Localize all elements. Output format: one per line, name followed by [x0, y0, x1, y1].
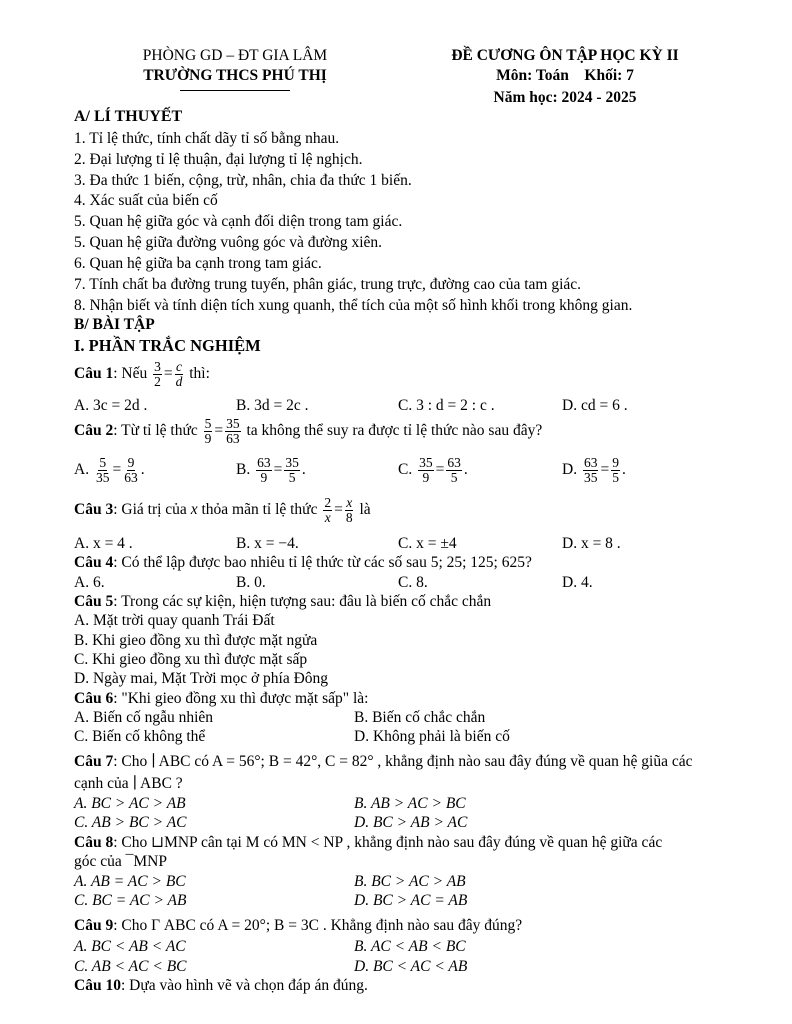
equals-sign: =: [435, 461, 445, 479]
option-a: [74, 456, 145, 485]
option-label: C.: [398, 461, 413, 479]
numerator: 9: [612, 455, 619, 470]
theory-item: 4. Xác suất của biến cố: [74, 192, 218, 209]
header-underline: [180, 90, 290, 91]
fraction: [95, 456, 111, 485]
denominator: x: [324, 510, 331, 526]
variable: x: [190, 501, 198, 519]
period: .: [463, 461, 468, 479]
option-c: C. 8.: [398, 574, 428, 591]
option-d: D. BC > AC = AB: [354, 892, 468, 909]
denominator: 35: [95, 470, 110, 486]
question-2: [74, 417, 542, 446]
multiple-choice-heading: I. PHẦN TRẮC NGHIỆM: [74, 336, 261, 355]
option-d: D. 4.: [562, 574, 593, 591]
question-label: Câu 6: [74, 690, 114, 707]
option-a: A. x = 4 .: [74, 535, 133, 552]
exercises-heading: B/ BÀI TẬP: [74, 316, 155, 333]
denominator: d: [175, 374, 183, 390]
question-text: : Trong các sự kiện, hiện tượng sau: đâu là biến cố chắc chắn: [113, 593, 492, 610]
theory-item: 5. Quan hệ giữa góc và cạnh đối diện trong tam giác.: [74, 213, 403, 230]
option-c: C. AB < AC < BC: [74, 958, 187, 975]
question-label: Câu 3: [74, 501, 114, 519]
fraction: [446, 456, 462, 485]
period: .: [301, 461, 306, 479]
denominator: 9: [260, 470, 268, 486]
fraction: [611, 456, 620, 485]
theory-item: 5. Quan hệ giữa đường vuông góc và đường xiên.: [74, 234, 383, 251]
question-text: ta không thể suy ra được tỉ lệ thức nào sau đây?: [246, 422, 543, 440]
equals-sign: =: [163, 365, 173, 383]
numerator: 2: [324, 495, 332, 510]
numerator: 63: [583, 455, 598, 470]
option-a: A. BC > AC > AB: [74, 795, 186, 812]
numerator: 5: [204, 416, 212, 431]
option-b: B. Biến cố chắc chắn: [354, 709, 486, 726]
option-d: [562, 456, 626, 485]
theory-item: 6. Quan hệ giữa ba cạnh trong tam giác.: [74, 255, 322, 272]
option-b: B. Khi gieo đồng xu thì được mặt ngửa: [74, 632, 318, 649]
option-c: C. Khi gieo đồng xu thì được mặt sấp: [74, 651, 308, 668]
question-label: Câu 10: [74, 977, 121, 994]
numerator: 5: [99, 455, 107, 470]
denominator: 5: [450, 470, 458, 486]
period: .: [140, 461, 145, 479]
question-text: : "Khi gieo đồng xu thì được mặt sấp" là:: [113, 690, 369, 707]
option-a: A. 3c = 2d .: [74, 397, 148, 414]
school-department: PHÒNG GD – ĐT GIA LÂM: [142, 47, 328, 64]
equals-sign: =: [214, 422, 224, 440]
option-a: A. Mặt trời quay quanh Trái Đất: [74, 612, 275, 629]
numerator: 3: [154, 359, 161, 374]
option-c: C. AB > BC > AC: [74, 814, 187, 831]
option-label: A.: [74, 461, 90, 479]
option-d: D. BC < AC < AB: [354, 958, 468, 975]
question-text: : Dựa vào hình vẽ và chọn đáp án đúng.: [120, 977, 368, 994]
option-d: D. Không phải là biến cố: [354, 728, 510, 745]
fraction: [256, 456, 272, 485]
theory-item: 8. Nhận biết và tính diện tích xung quanh, thể tích của một số hình khối trong không gian.: [74, 297, 633, 314]
option-b: B. AB > AC > BC: [354, 795, 466, 812]
question-label: Câu 9: [74, 917, 114, 934]
question-text: : Cho ∣ ABC có A = 56°; B = 42°, C = 82° , khẳng định nào sau đây đúng về quan hệ giũa các: [113, 753, 693, 770]
option-b: [236, 456, 306, 485]
question-1: [74, 360, 210, 389]
question-10: [74, 977, 368, 995]
denominator: 2: [154, 374, 161, 390]
theory-item: 7. Tính chất ba đường trung tuyến, phân giác, trung trực, đường cao của tam giác.: [74, 276, 582, 293]
denominator: 8: [345, 510, 353, 526]
option-b: B. 0.: [236, 574, 266, 591]
question-text: là: [359, 501, 371, 519]
option-b: B. x = −4.: [236, 535, 299, 552]
numerator: 63: [447, 455, 461, 470]
fraction: [123, 456, 139, 485]
denominator: 9: [204, 431, 212, 447]
equals-sign: =: [273, 461, 283, 479]
question-label: Câu 7: [74, 753, 114, 770]
option-c: C. Biến cố không thể: [74, 728, 206, 745]
numerator: 63: [257, 455, 271, 470]
theory-item: 3. Đa thức 1 biến, cộng, trừ, nhân, chia đa thức 1 biến.: [74, 172, 412, 189]
equals-sign: =: [600, 461, 610, 479]
option-a: A. AB = AC > BC: [74, 873, 186, 890]
numerator: c: [175, 359, 182, 374]
question-text: : Có thể lập được bao nhiêu tỉ lệ thức từ các số sau 5; 25; 125; 625?: [113, 554, 532, 571]
numerator: 35: [419, 455, 433, 470]
option-b: B. BC > AC > AB: [354, 873, 466, 890]
question-label: Câu 8: [74, 834, 114, 851]
option-a: A. BC < AB < AC: [74, 938, 186, 955]
question-text: thì:: [189, 365, 210, 383]
question-5: [74, 593, 491, 611]
equals-sign: =: [334, 501, 343, 519]
question-text: : Cho ⊔MNP cân tại M có MN < NP , khẳng định nào sau đây đúng về quan hệ giữa các: [113, 834, 663, 851]
subject-grade: Môn: Toán Khối: 7: [496, 67, 634, 84]
denominator: 5: [612, 470, 619, 486]
fraction: [323, 496, 332, 525]
option-label: B.: [236, 461, 251, 479]
theory-item: 1. Tỉ lệ thức, tính chất dãy tỉ số bằng nhau.: [74, 130, 340, 147]
question-text-continued: cạnh của ∣ ABC ?: [74, 775, 183, 792]
school-name: TRƯỜNG THCS PHÚ THỊ: [143, 67, 327, 84]
question-4: [74, 554, 532, 572]
option-d: D. x = 8 .: [562, 535, 621, 552]
theory-heading: A/ LÍ THUYẾT: [74, 108, 183, 125]
period: .: [621, 461, 626, 479]
fraction: [418, 456, 434, 485]
option-c: C. BC = AC > AB: [74, 892, 187, 909]
option-label: D.: [562, 461, 578, 479]
question-3: [74, 496, 371, 525]
school-year: Năm học: 2024 - 2025: [493, 89, 637, 106]
fraction: [345, 496, 354, 525]
option-a: A. 6.: [74, 574, 105, 591]
fraction: [204, 417, 213, 446]
question-text: thỏa mãn tỉ lệ thức: [201, 501, 318, 519]
question-text: : Từ tỉ lệ thức: [113, 422, 198, 440]
equals-sign: =: [112, 461, 122, 479]
option-a: A. Biến cố ngẫu nhiên: [74, 709, 214, 726]
option-c: C. 3 : d = 2 : c .: [398, 397, 495, 414]
option-c: [398, 456, 468, 485]
option-c: C. x = ±4: [398, 535, 457, 552]
denominator: 5: [288, 470, 296, 486]
numerator: 35: [226, 416, 240, 431]
fraction: [583, 456, 599, 485]
question-text: : Giá trị của: [113, 501, 187, 519]
question-text: : Cho Γ ABC có A = 20°; B = 3C . Khẳng định nào sau đây đúng?: [113, 917, 523, 934]
question-text: : Nếu: [113, 365, 148, 383]
denominator: 35: [583, 470, 598, 486]
question-7: [74, 752, 693, 771]
question-label: Câu 5: [74, 593, 114, 610]
document-title: ĐỀ CƯƠNG ÔN TẬP HỌC KỲ II: [451, 47, 679, 64]
denominator: 63: [226, 431, 240, 447]
theory-item: 2. Đại lượng tỉ lệ thuận, đại lượng tỉ lệ nghịch.: [74, 151, 363, 168]
numerator: x: [346, 495, 353, 510]
option-b: B. 3d = 2c .: [236, 397, 309, 414]
question-label: Câu 1: [74, 365, 114, 383]
question-9: [74, 917, 522, 935]
option-d: D. BC > AB > AC: [354, 814, 468, 831]
fraction: [175, 360, 184, 389]
option-b: B. AC < AB < BC: [354, 938, 466, 955]
question-8: [74, 833, 662, 852]
fraction: [225, 417, 241, 446]
numerator: 35: [285, 455, 299, 470]
option-d: D. cd = 6 .: [562, 397, 628, 414]
option-d: D. Ngày mai, Mặt Trời mọc ở phía Đông: [74, 670, 329, 687]
question-label: Câu 2: [74, 422, 114, 440]
question-text-continued: góc của ¯MNP: [74, 853, 167, 870]
question-label: Câu 4: [74, 554, 114, 571]
numerator: 9: [127, 455, 135, 470]
fraction: [284, 456, 300, 485]
denominator: 63: [124, 470, 138, 486]
denominator: 9: [422, 470, 430, 486]
question-6: [74, 690, 368, 708]
fraction: [153, 360, 162, 389]
